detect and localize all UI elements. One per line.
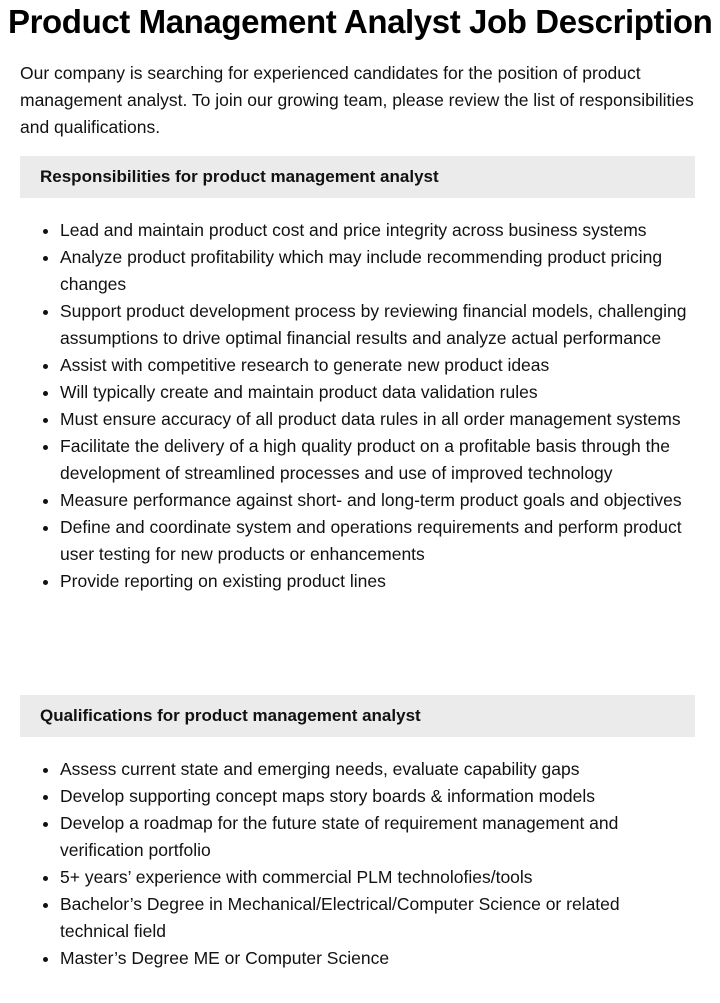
list-item: Measure performance against short- and long-term product goals and objectives bbox=[60, 487, 692, 514]
qualifications-heading-text: Qualifications for product management analyst bbox=[40, 706, 421, 725]
list-item: Analyze product profitability which may include recommending product pricing changes bbox=[60, 244, 692, 298]
list-item: Assess current state and emerging needs, evaluate capability gaps bbox=[60, 756, 692, 783]
list-item: Lead and maintain product cost and price integrity across business systems bbox=[60, 217, 692, 244]
list-item: Must ensure accuracy of all product data rules in all order management systems bbox=[60, 406, 692, 433]
list-item: Support product development process by reviewing financial models, challenging assumptions to drive optimal financial results and analyze actual performance bbox=[60, 298, 692, 352]
list-item: Facilitate the delivery of a high quality product on a profitable basis through the development of streamlined processes and use of improved technology bbox=[60, 433, 692, 487]
list-item: Develop a roadmap for the future state of requirement management and verification portfolio bbox=[60, 810, 692, 864]
intro-paragraph: Our company is searching for experienced candidates for the position of product management analyst. To join our growing team, please review the list of responsibilities and qualifications. bbox=[20, 63, 694, 137]
responsibilities-heading bbox=[20, 156, 695, 198]
qualifications-heading bbox=[20, 695, 695, 737]
list-item: 5+ years’ experience with commercial PLM technolofies/tools bbox=[60, 864, 692, 891]
qualifications-list bbox=[20, 756, 692, 972]
responsibilities-heading-text: Responsibilities for product management analyst bbox=[40, 167, 439, 186]
list-item: Provide reporting on existing product lines bbox=[60, 568, 692, 595]
list-item: Master’s Degree ME or Computer Science bbox=[60, 945, 692, 972]
list-item: Define and coordinate system and operations requirements and perform product user testing for new products or enhancements bbox=[60, 514, 692, 568]
list-item: Develop supporting concept maps story boards & information models bbox=[60, 783, 692, 810]
list-item: Will typically create and maintain product data validation rules bbox=[60, 379, 692, 406]
list-item: Bachelor’s Degree in Mechanical/Electrical/Computer Science or related technical field bbox=[60, 891, 692, 945]
list-item: Assist with competitive research to generate new product ideas bbox=[60, 352, 692, 379]
page-title: Product Management Analyst Job Description bbox=[8, 3, 713, 40]
responsibilities-list bbox=[20, 217, 692, 595]
